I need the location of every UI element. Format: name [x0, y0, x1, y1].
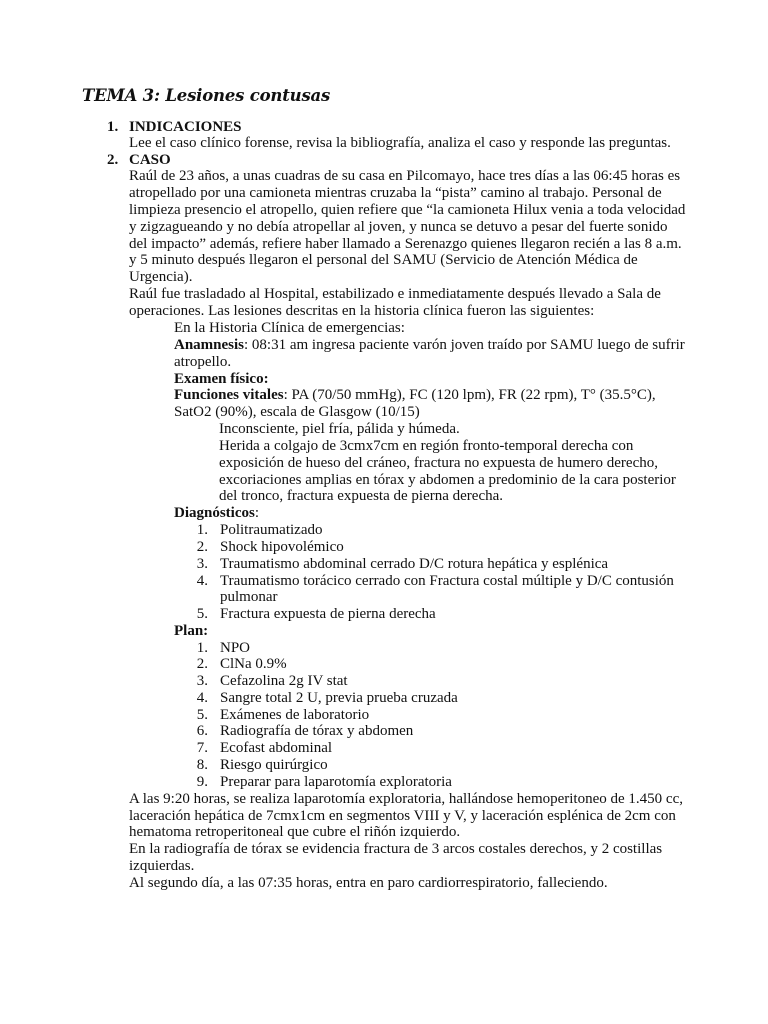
- diagnosis-item: Fractura expuesta de pierna derecha: [220, 606, 436, 622]
- closing-line: hematoma retroperitoneal que cubre el riñón izquierdo.: [129, 824, 461, 840]
- plan-item: ClNa 0.9%: [220, 656, 287, 672]
- plan-number: 8.: [196, 757, 208, 773]
- closing-line: Al segundo día, a las 07:35 horas, entra en paro cardiorrespiratorio, falleciendo.: [129, 875, 608, 891]
- case-line: operaciones. Las lesiones descritas en la historia clínica fueron las siguientes:: [129, 303, 595, 319]
- examen-label: Examen físico:: [174, 371, 269, 387]
- plan-item: NPO: [220, 640, 251, 656]
- exam-line: Inconsciente, piel fría, pálida y húmeda.: [219, 421, 460, 437]
- plan-item: Radiografía de tórax y abdomen: [220, 723, 414, 739]
- case-line: y zigzagueando y no debía atropellar al joven, y nunca se detuvo a pesar del fuerte sonido: [129, 219, 668, 235]
- anamnesis-line: [174, 337, 685, 354]
- funciones-text: : PA (70/50 mmHg), FC (120 lpm), FR (22 rpm), T° (35.5°C),: [283, 387, 656, 403]
- diagnosis-number: 4.: [196, 573, 208, 589]
- funciones-cont: SatO2 (90%), escala de Glasgow (10/15): [174, 404, 420, 420]
- diagnosis-number: 3.: [196, 556, 208, 572]
- closing-line: A las 9:20 horas, se realiza laparotomía exploratoria, hallándose hemoperitoneo de 1.450 cc,: [129, 791, 683, 807]
- plan-item: Preparar para laparotomía exploratoria: [220, 774, 452, 790]
- section-2-number: 2.: [107, 152, 119, 168]
- diagnosticos-colon: :: [254, 505, 260, 521]
- plan-label: Plan:: [174, 623, 209, 639]
- funciones-label: Funciones vitales: [174, 387, 284, 403]
- plan-item: Riesgo quirúrgico: [220, 757, 328, 773]
- diagnosticos-heading: [174, 505, 259, 522]
- case-line: y 5 minuto después llegaron el personal del SAMU (Servicio de Atención Médica de: [129, 252, 638, 268]
- anamnesis-label: Anamnesis: [174, 337, 245, 353]
- page-title: TEMA 3: Lesiones contusas: [82, 86, 331, 105]
- plan-number: 5.: [196, 707, 208, 723]
- closing-line: izquierdas.: [129, 858, 195, 874]
- diagnosis-number: 5.: [196, 606, 208, 622]
- case-line: Raúl de 23 años, a unas cuadras de su casa en Pilcomayo, hace tres días a las 06:45 horas es: [129, 168, 681, 184]
- diagnosticos-label: Diagnósticos: [174, 505, 255, 521]
- case-line: atropellado por una camioneta mientras cruzaba la “pista” camino al trabajo. Personal de: [129, 185, 662, 201]
- exam-line: Herida a colgajo de 3cmx7cm en región fronto-temporal derecha con: [219, 438, 634, 454]
- historia-intro: En la Historia Clínica de emergencias:: [174, 320, 405, 336]
- exam-line: del tronco, fractura expuesta de pierna derecha.: [219, 488, 504, 504]
- diagnosis-number: 1.: [196, 522, 208, 538]
- section-1-text: Lee el caso clínico forense, revisa la bibliografía, analiza el caso y responde las preguntas.: [129, 135, 671, 151]
- diagnosis-item: Politraumatizado: [220, 522, 323, 538]
- anamnesis-cont: atropello.: [174, 354, 232, 370]
- diagnosis-item: Shock hipovolémico: [220, 539, 344, 555]
- diagnosis-number: 2.: [196, 539, 208, 555]
- section-2-heading: CASO: [129, 152, 171, 168]
- closing-line: laceración hepática de 7cmx1cm en segmentos VIII y V, y laceración esplénica de 2cm con: [129, 808, 676, 824]
- closing-line: En la radiografía de tórax se evidencia fractura de 3 arcos costales derechos, y 2 costillas: [129, 841, 663, 857]
- plan-item: Exámenes de laboratorio: [220, 707, 370, 723]
- section-1-number: 1.: [107, 119, 119, 135]
- plan-number: 1.: [196, 640, 208, 656]
- funciones-line: [174, 387, 656, 404]
- case-line: limpieza presencio el atropello, quien refiere que “la camioneta Hilux venia a toda velocidad: [129, 202, 686, 218]
- case-line: Urgencia).: [129, 269, 193, 285]
- plan-item: Ecofast abdominal: [220, 740, 333, 756]
- exam-line: excoriaciones amplias en tórax y abdomen a predominio de la cara posterior: [219, 472, 676, 488]
- plan-item: Sangre total 2 U, previa prueba cruzada: [220, 690, 458, 706]
- plan-number: 7.: [196, 740, 208, 756]
- section-1-heading: INDICACIONES: [129, 119, 242, 135]
- plan-number: 2.: [196, 656, 208, 672]
- plan-item: Cefazolina 2g IV stat: [220, 673, 348, 689]
- diagnosis-item-cont: pulmonar: [220, 589, 278, 605]
- case-line: Raúl fue trasladado al Hospital, estabilizado e inmediatamente después llevado a Sala de: [129, 286, 661, 302]
- diagnosis-item: Traumatismo torácico cerrado con Fractura costal múltiple y D/C contusión: [220, 573, 674, 589]
- anamnesis-text: : 08:31 am ingresa paciente varón joven traído por SAMU luego de sufrir: [244, 337, 685, 353]
- diagnosis-item: Traumatismo abdominal cerrado D/C rotura hepática y esplénica: [220, 556, 609, 572]
- plan-number: 3.: [196, 673, 208, 689]
- plan-number: 6.: [196, 723, 208, 739]
- plan-number: 4.: [196, 690, 208, 706]
- case-line: del impacto” además, refiere haber llamado a Serenazgo quienes llegaron recién a las 8 a.m.: [129, 236, 682, 252]
- plan-number: 9.: [196, 774, 208, 790]
- exam-line: exposición de hueso del cráneo, fractura no expuesta de humero derecho,: [219, 455, 658, 471]
